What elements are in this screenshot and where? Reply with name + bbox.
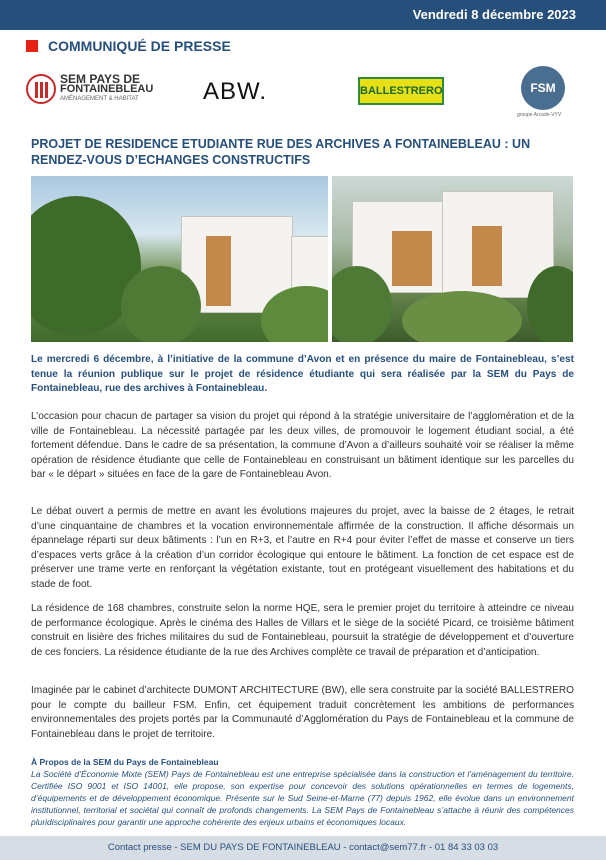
section-label-text: COMMUNIQUÉ DE PRESSE: [48, 38, 231, 54]
fsm-logo-subtitle: groupe Arcade-VYV: [517, 112, 562, 118]
section-label: [26, 38, 231, 54]
paragraph-2: Le débat ouvert a permis de mettre en avant les évolutions majeures du projet, avec la baisse de 2 étages, le retrait d’une cinquantaine de chambres et la vocation environnementale affirmée de la construction. Il affiche désormais un épannelage réparti sur deux bâtiments : l’un en R+3, et l’autre en R+4 pour éviter l’effet de masse et conserve un tiers d’espaces verts grâce à la création d’un corridor écologique qui entoure le bâtiment. La fonction de cet espace est de préserver une trame verte en renforçant la végétation existante, tout en protégeant visuellement des habitations et du stade de foot.: [31, 506, 574, 590]
project-rendering-left: [31, 176, 328, 342]
red-square-icon: [26, 40, 38, 52]
sem-logo: [26, 74, 153, 104]
header-bar: [0, 0, 606, 30]
fsm-logo: FSM: [521, 66, 565, 110]
footer-bar: [0, 836, 606, 860]
press-release-title: PROJET DE RESIDENCE ETUDIANTE RUE DES ARCHIVES A FONTAINEBLEAU : UN RENDEZ-VOUS D’ECHANGES CONSTRUCTIFS: [31, 137, 531, 167]
abw-logo: ABW.: [203, 78, 268, 105]
ballestrero-logo: BALLESTRERO: [358, 77, 444, 105]
contact-line: Contact presse - SEM DU PAYS DE FONTAINEBLEAU - contact@sem77.fr - 01 84 33 03 03: [107, 842, 499, 853]
sem-logo-line3: AMÉNAGEMENT & HABITAT: [60, 96, 139, 102]
partner-logos: [0, 64, 606, 120]
sem-emblem-icon: [26, 74, 56, 104]
release-date: Vendredi 8 décembre 2023: [412, 7, 576, 22]
paragraph-4: Imaginée par le cabinet d’architecte DUMONT ARCHITECTURE (BW), elle sera construite par la société BALLESTRERO pour le compte du bailleur FSM. Enfin, cet équipement traduit concrètement les ambitions de performances environnementales des projets portés par la Communauté d’Agglomération du Pays de Fontainebleau et la commune de Fontainebleau dans le projet de territoire.: [31, 685, 574, 740]
sem-logo-line1: SEM PAYS DE: [60, 72, 141, 86]
project-rendering-right: [332, 176, 573, 342]
sem-logo-line2: FONTAINEBLEAU: [60, 83, 154, 95]
about-text: La Société d’Économie Mixte (SEM) Pays de Fontainebleau est une entreprise spécialisée dans la construction et l’aménagement du territoire. Certifiée ISO 9001 et ISO 14001, elle propose, son expertise pour concevoir des solutions opérationnelles en termes de logements, d’équipements et de développement économique. Présente sur le Sud Seine-et-Marne (77) depuis 1962, elle évolue dans un environnement institutionnel, territorial et sociétal qui connaît de profonds changements. La SEM Pays de Fontainebleau s’attache à réunir des compétences pluridisciplinaires pour garantir une approche cohérente des enjeux urbains et économiques locaux.: [31, 769, 574, 827]
paragraph-3: La résidence de 168 chambres, construite selon la norme HQE, sera le premier projet du territoire à atteindre ce niveau de performance écologique. Après le cinéma des Halles de Villars et le siège de la société Picard, ce troisième bâtiment construit en lisière des friches militaires du sud de Fontainebleau, poursuit la stratégie de développement et d’ouverture de ces fonciers. La résidence étudiante de la rue des Archives complète ce travail de préparation et d’anticipation.: [31, 603, 574, 658]
about-heading: À Propos de la SEM du Pays de Fontainebleau: [31, 757, 219, 767]
paragraph-1: L’occasion pour chacun de partager sa vision du projet qui répond à la stratégie universitaire de l’agglomération et de la ville de Fontainebleau. La nécessité partagée par les deux villes, de promouvoir le logement étudiant social, a été fortement défendue. Dans le cadre de sa présentation, la commune d’Avon a d’ailleurs souhaité voir se réaliser la même opération de résidence étudiante que celle de Fontainebleau en construisant un bâtiment identique sur les parcelles du bar « le départ » situées en face de la gare de Fontainebleau Avon.: [31, 411, 574, 481]
lead-paragraph: Le mercredi 6 décembre, à l’initiative de la commune d’Avon et en présence du maire de Fontainebleau, s’est tenue la réunion publique sur le projet de résidence étudiante qui sera réalisée par la SEM du Pays de Fontainebleau, rue des archives à Fontainebleau.: [31, 354, 574, 395]
